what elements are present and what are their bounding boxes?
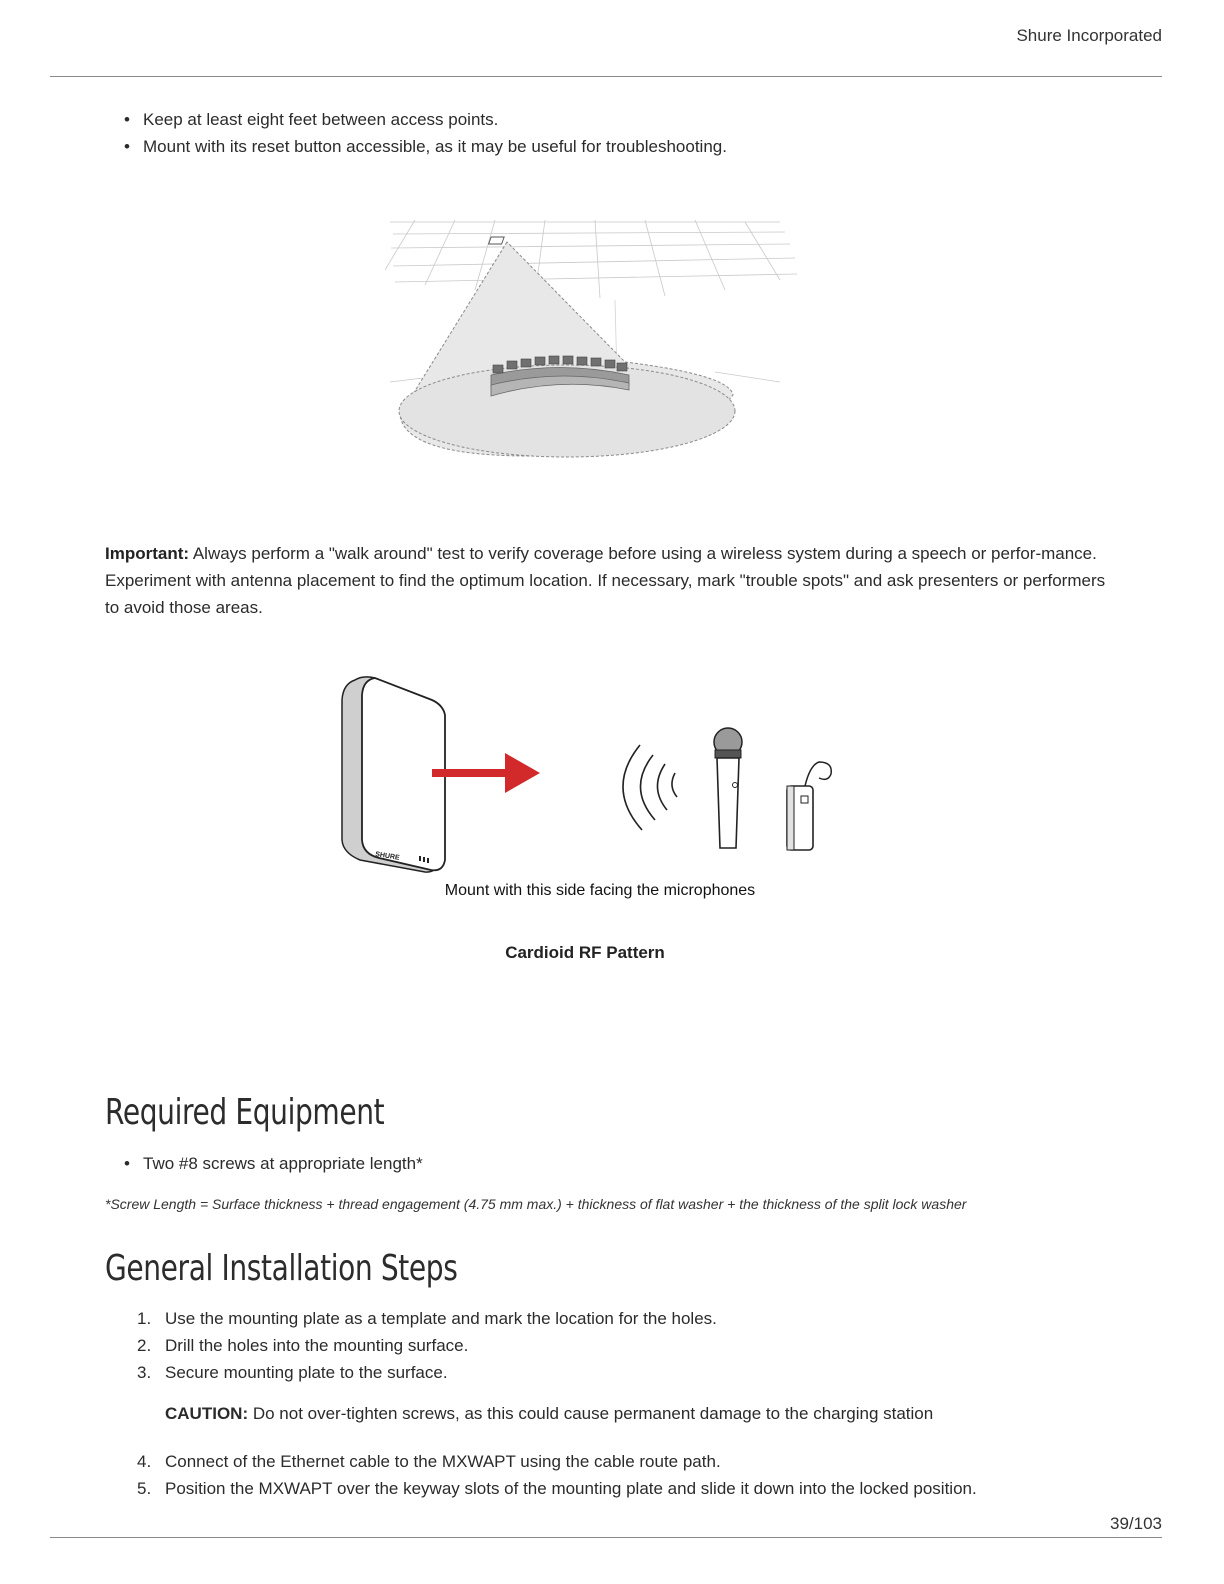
list-item: • Mount with its reset button accessible, as it may be useful for troubleshooting. xyxy=(105,133,727,160)
important-note xyxy=(105,540,1115,621)
list-item xyxy=(105,1305,717,1332)
footer-rule xyxy=(50,1537,1162,1538)
list-item: • Keep at least eight feet between access points. xyxy=(105,106,727,133)
figure-caption: Mount with this side facing the microphones xyxy=(444,882,756,899)
ceiling-coverage-illustration xyxy=(385,210,805,465)
equipment-list xyxy=(105,1150,423,1177)
caution-note xyxy=(165,1404,933,1424)
required-equipment-heading: Required Equipment xyxy=(105,1092,385,1133)
header-rule xyxy=(50,76,1162,77)
installation-steps-list xyxy=(105,1305,717,1386)
cardioid-rf-pattern-illustration xyxy=(335,670,845,880)
step-number: 5. xyxy=(137,1479,152,1498)
caution-label: CAUTION: xyxy=(165,1404,249,1423)
caution-text: Do not over-tighten screws, as this could cause permanent damage to the charging station xyxy=(248,1404,934,1423)
installation-steps-heading: General Installation Steps xyxy=(105,1248,458,1289)
list-item xyxy=(105,1475,977,1502)
access-point-icon xyxy=(489,237,505,244)
step-text: Use the mounting plate as a template and mark the location for the holes. xyxy=(165,1309,717,1328)
step-number: 2. xyxy=(137,1336,152,1355)
handheld-microphone-icon xyxy=(714,728,742,848)
screw-length-footnote: *Screw Length = Surface thickness + thread engagement (4.75 mm max.) + thickness of flat washer + the thickness of the split lock washer xyxy=(105,1196,967,1212)
installation-steps-list-continued xyxy=(105,1448,977,1502)
list-item: • Two #8 screws at appropriate length* xyxy=(105,1150,423,1177)
step-text: Drill the holes into the mounting surface. xyxy=(165,1336,469,1355)
figure-title: Cardioid RF Pattern xyxy=(505,943,665,962)
list-item xyxy=(105,1332,717,1359)
step-text: Connect of the Ethernet cable to the MXWAPT using the cable route path. xyxy=(165,1452,721,1471)
device-logo: SHURE xyxy=(374,851,400,862)
step-number: 3. xyxy=(137,1363,152,1382)
page-number: 39/103 xyxy=(1110,1514,1162,1533)
list-item xyxy=(105,1359,717,1386)
direction-arrow-head xyxy=(505,753,540,793)
step-text: Secure mounting plate to the surface. xyxy=(165,1363,448,1382)
important-label: Important: xyxy=(105,544,190,563)
rf-waves-icon xyxy=(623,745,677,830)
step-number: 1. xyxy=(137,1309,152,1328)
header-company-name: Shure Incorporated xyxy=(1016,26,1162,45)
important-text: Always perform a "walk around" test to verify coverage before using a wireless system during a speech or perfor-mance. Experiment with antenna placement to find the optimum location. If necessary, mark "trouble spots" and ask presenters or performers to avoid those areas. xyxy=(105,544,1106,617)
list-item xyxy=(105,1448,977,1475)
bodypack-transmitter-icon xyxy=(787,762,831,850)
step-number: 4. xyxy=(137,1452,152,1471)
step-text: Position the MXWAPT over the keyway slots of the mounting plate and slide it down into the locked position. xyxy=(165,1479,977,1498)
intro-bullet-list xyxy=(105,106,727,160)
